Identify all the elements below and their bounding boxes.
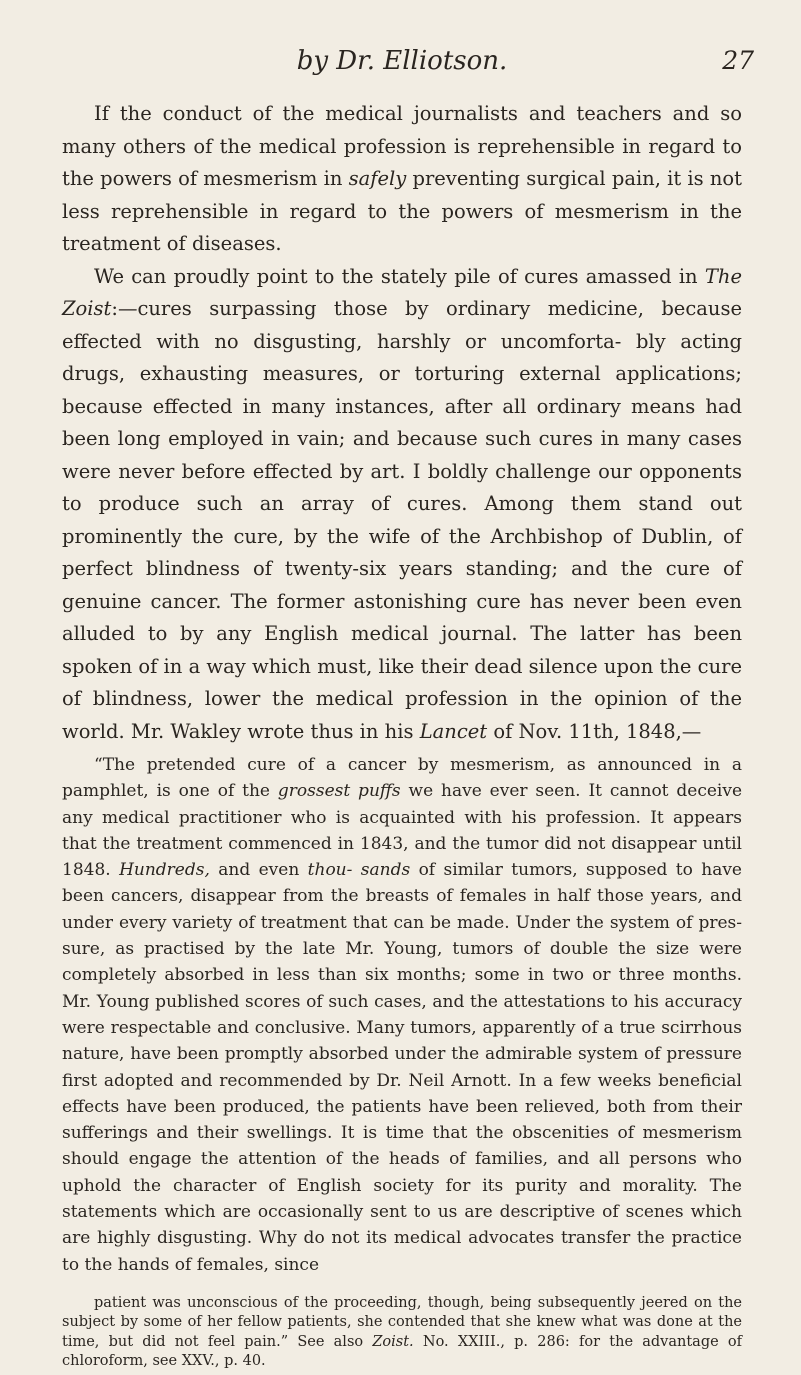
para1-text-2: preventing surgical pain, it is not less reprehensible in regard to the powers of mesmerism in the treatment of diseases. xyxy=(62,167,742,255)
footnote-text-2: No. XXIII., p. 286: for the advantage of chloroform, see XXV., p. 40. xyxy=(62,1333,742,1370)
para2-text-2: :—cures surpassing those by ordinary medicine, because effected with no disgusting, harshly or uncomforta- bly acting drugs, exhausting measures, or torturing external applications; because effected in many instances, after all ordinary means had been long employed in vain; and because such cures in many cases were never before effected by art. I boldly challenge our opponents to produce such an array of cures. Among them stand out prominently the cure, by the wife of the Archbishop of Dublin, of perfect blindness of twenty-six years standing; and the cure of genuine cancer. The former astonishing cure has never been even alluded to by any English medical journal. The latter has been spoken of in a way which must, like their dead silence upon the cure of blindness, lower the medical profession in the opinion of the world. Mr. Wakley wrote thus in his xyxy=(62,297,742,743)
page-body xyxy=(62,98,742,1372)
para2-text-1: We can proudly point to the stately pile of cures amassed in xyxy=(94,264,705,288)
running-title: by Dr. Elliotson. xyxy=(296,46,508,76)
paragraph-2 xyxy=(62,261,742,749)
quote-italic-2: Hundreds, xyxy=(119,860,210,881)
footnote xyxy=(62,1294,742,1372)
footnote-text-1: patient was unconscious of the proceeding, though, being subsequently jeered on the subject by some of her fellow patients, she contended that she knew what was done at the time, but did not feel pain.” See also xyxy=(62,1294,742,1350)
footnote-italic-1: Zoist. xyxy=(372,1333,414,1350)
para2-italic-1: The Zoist xyxy=(62,264,742,320)
quote-text-4: of similar tumors, supposed to have been cancers, disappear from the breasts of females in half those years, and under every variety of treatment that can be made. Under the system of pres- sure, as practised by the late Mr. Young, tumors of double the size were completely absorbed in less than six months; some in two or three months. Mr. Young published scores of such cases, and the attestations to his accuracy were respectable and conclusive. Many tumors, apparently of a true scirrhous nature, have been promptly absorbed under the admirable system of pressure first adopted and recommended by Dr. Neil Arnott. In a few weeks beneficial effects have been produced, the patients have been relieved, both from their sufferings and their swellings. It is time that the obscenities of mesmerism should engage the attention of the heads of families, and all persons who uphold the character of English society for its purity and morality. The statements which are occasionally sent to us are descriptive of scenes which are highly disgusting. Why do not its medical advocates transfer the practice to the hands of females, since xyxy=(62,860,742,1275)
quote-italic-1: grossest puffs xyxy=(277,781,401,802)
lancet-quotation xyxy=(62,752,742,1278)
para2-italic-2: Lancet xyxy=(419,719,488,743)
paragraph-1 xyxy=(62,98,742,261)
quote-text-1: “The pretended cure of a cancer by mesmerism, as announced in a pamphlet, is one of the xyxy=(62,755,742,802)
quote-italic-3: thou- sands xyxy=(307,860,411,881)
quote-text-2: we have ever seen. It cannot deceive any medical practitioner who is acquainted with his profession. It appears that the treatment commenced in 1843, and the tumor did not disappear until 1848. xyxy=(62,781,743,881)
para2-text-3: of Nov. 11th, 1848,— xyxy=(487,719,702,743)
page-number: 27 xyxy=(722,46,754,75)
page-header xyxy=(62,44,754,84)
quote-text-3: and even xyxy=(209,860,308,881)
para1-text-1: If the conduct of the medical journalists and teachers and so many others of the medical profession is reprehensible in regard to the powers of mesmerism in xyxy=(62,102,742,190)
para1-italic-1: safely xyxy=(348,167,407,190)
